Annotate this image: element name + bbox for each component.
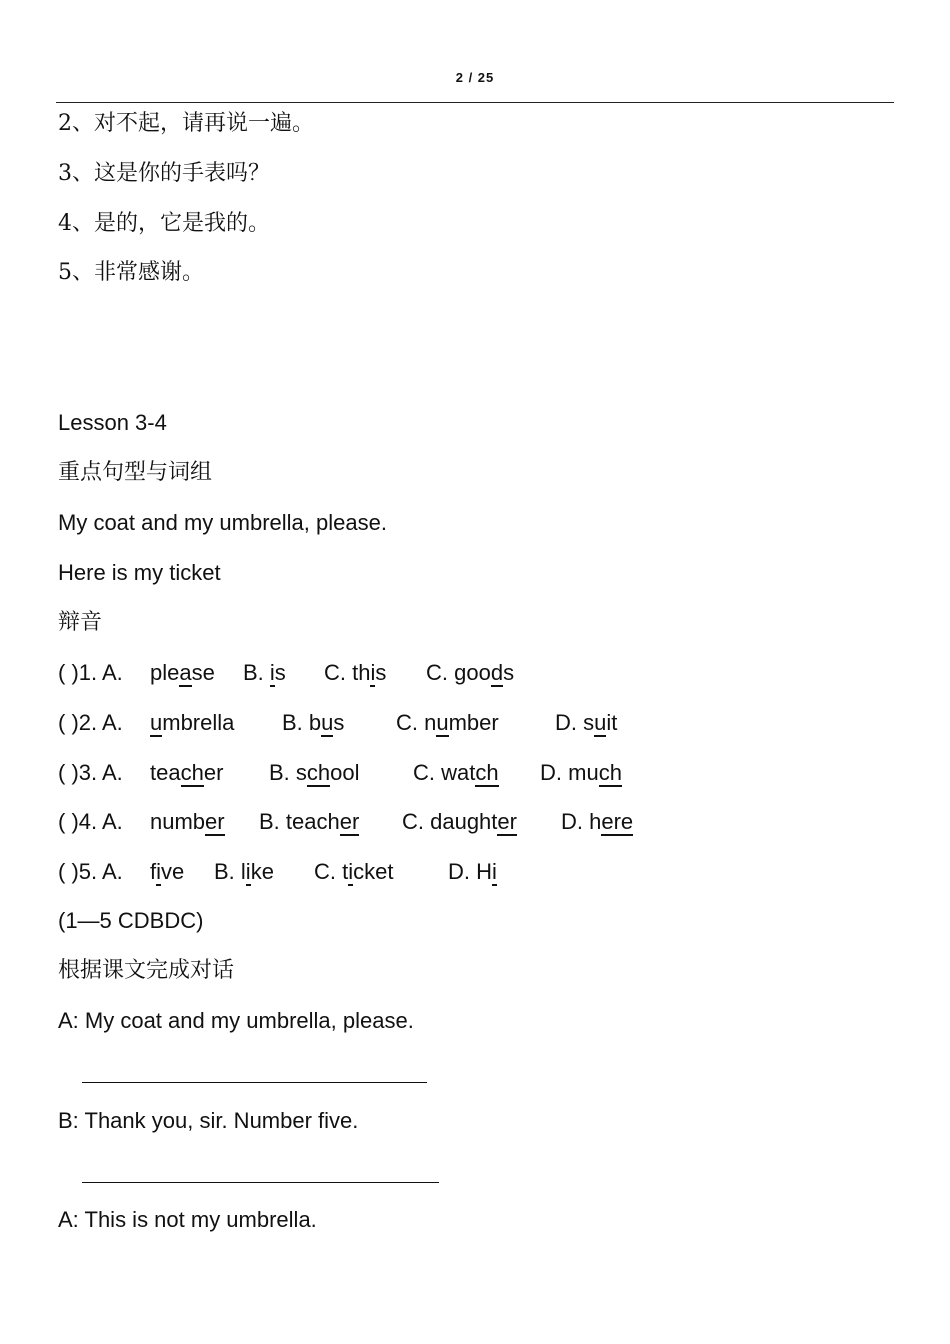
lesson-title: Lesson 3-4 xyxy=(58,410,167,435)
question-prefix: ( )1. A. xyxy=(58,660,123,685)
option-a: five xyxy=(150,859,185,884)
option-a: please xyxy=(150,660,215,685)
option-b: B. bus xyxy=(282,710,345,735)
sentence-4: 4、是的，它是我的。 xyxy=(58,211,270,236)
option-d: D. here xyxy=(561,809,634,834)
dialogue-heading: 根据课文完成对话 xyxy=(58,958,235,983)
phonetics-heading: 辩音 xyxy=(58,610,103,635)
page-header: 2 / 25 xyxy=(455,70,495,85)
answer-blank-2[interactable] xyxy=(82,1182,439,1183)
option-d: C. goods xyxy=(426,660,515,685)
key-heading: 重点句型与词组 xyxy=(58,460,213,485)
key-sentence-2: Here is my ticket xyxy=(58,560,221,585)
option-b: B. teacher xyxy=(259,809,360,834)
sentence-5: 5、非常感谢。 xyxy=(58,260,204,285)
dialogue-line-a1: A: My coat and my umbrella, please. xyxy=(58,1008,414,1033)
option-c: C. number xyxy=(396,710,499,735)
answer-key: (1—5 CDBDC) xyxy=(58,908,204,933)
question-prefix: ( )3. A. xyxy=(58,760,123,785)
option-d: D. Hi xyxy=(448,859,497,884)
option-b: B. like xyxy=(214,859,274,884)
option-c: C. watch xyxy=(413,760,499,785)
option-b: B. school xyxy=(269,760,360,785)
option-a: teacher xyxy=(150,760,224,785)
question-prefix: ( )5. A. xyxy=(58,859,123,884)
dialogue-line-b1: B: Thank you, sir. Number five. xyxy=(58,1108,359,1133)
option-d: D. suit xyxy=(555,710,618,735)
key-sentence-1: My coat and my umbrella, please. xyxy=(58,510,387,535)
option-b: B. is xyxy=(243,660,286,685)
option-c: C. ticket xyxy=(314,859,394,884)
option-d: D. much xyxy=(540,760,622,785)
question-4 xyxy=(58,808,758,838)
dialogue-line-a2: A: This is not my umbrella. xyxy=(58,1207,317,1232)
option-a: number xyxy=(150,809,225,834)
option-c: C. this xyxy=(324,660,387,685)
question-5 xyxy=(58,858,758,888)
question-prefix: ( )2. A. xyxy=(58,710,123,735)
question-1 xyxy=(58,659,758,689)
answer-blank-1[interactable] xyxy=(82,1082,427,1083)
question-2 xyxy=(58,709,758,739)
sentence-2: 2、对不起，请再说一遍。 xyxy=(58,111,314,136)
question-prefix: ( )4. A. xyxy=(58,809,123,834)
option-a: umbrella xyxy=(150,710,235,735)
question-3 xyxy=(58,759,758,789)
sentence-3: 3、这是你的手表吗？ xyxy=(58,161,270,186)
header-rule xyxy=(56,102,894,103)
option-c: C. daughter xyxy=(402,809,517,834)
